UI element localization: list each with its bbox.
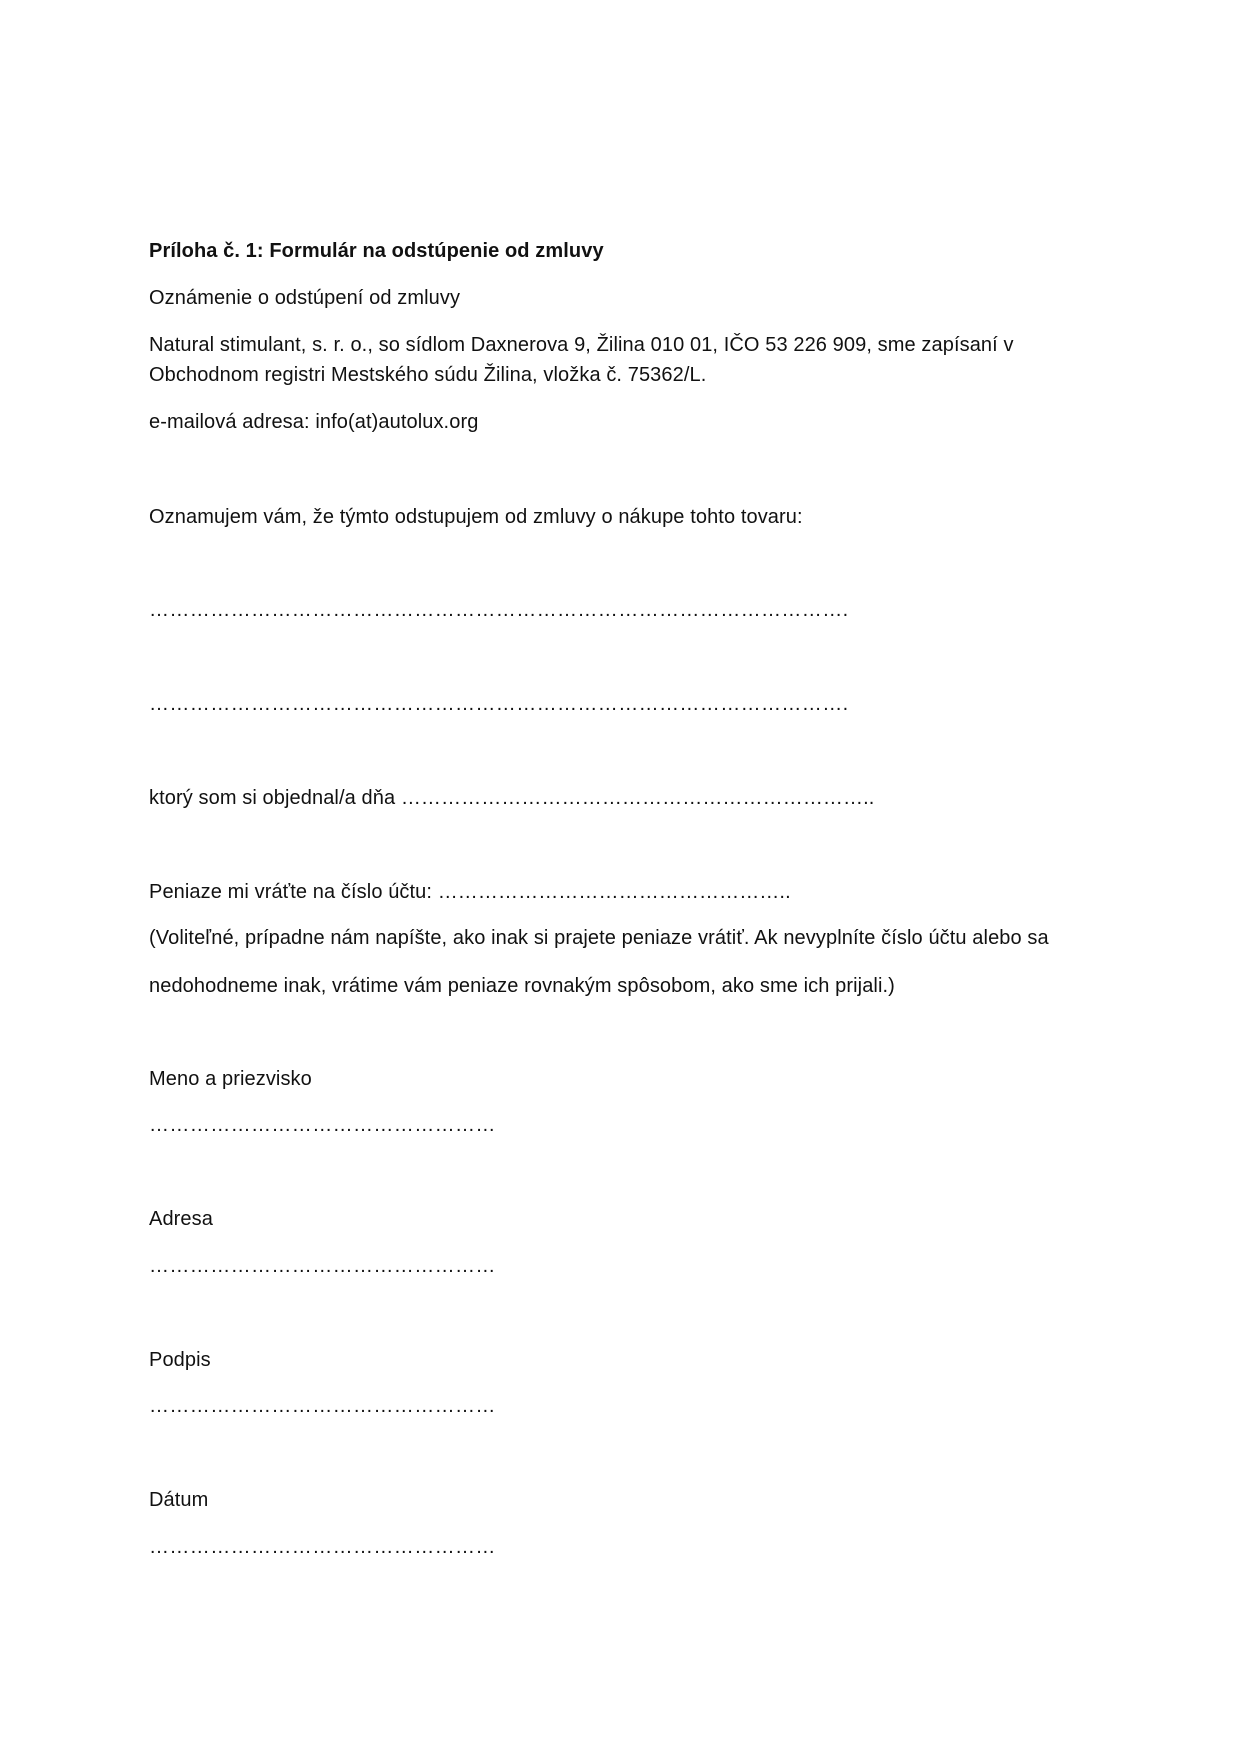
date-blank[interactable]: …………………………………………… bbox=[149, 1536, 496, 1558]
address-label: Adresa bbox=[149, 1208, 213, 1230]
optional-note-line-1: (Voliteľné, prípadne nám napíšte, ako inak si prajete peniaze vrátiť. Ak nevyplníte číslo účtu alebo sa bbox=[149, 927, 1049, 949]
withdrawal-notice: Oznamujem vám, že týmto odstupujem od zmluvy o nákupe tohto tovaru: bbox=[149, 506, 803, 528]
name-blank[interactable]: …………………………………………… bbox=[149, 1114, 496, 1136]
form-title: Príloha č. 1: Formulár na odstúpenie od zmluvy bbox=[149, 240, 604, 262]
name-label: Meno a priezvisko bbox=[149, 1068, 312, 1090]
goods-blank-line-1[interactable]: …………………………………………………………………………………………. bbox=[149, 599, 849, 621]
signature-blank[interactable]: …………………………………………… bbox=[149, 1395, 496, 1417]
email-address-line: e-mailová adresa: info(at)autolux.org bbox=[149, 411, 479, 433]
company-info-line-1: Natural stimulant, s. r. o., so sídlom Daxnerova 9, Žilina 010 01, IČO 53 226 909, sme zapísaní v bbox=[149, 334, 1014, 356]
form-subtitle: Oznámenie o odstúpení od zmluvy bbox=[149, 287, 461, 309]
optional-note-line-2: nedohodneme inak, vrátime vám peniaze rovnakým spôsobom, ako sme ich prijali.) bbox=[149, 975, 895, 997]
signature-label: Podpis bbox=[149, 1349, 211, 1371]
refund-account-line[interactable]: Peniaze mi vráťte na číslo účtu: …………………………………………….. bbox=[149, 881, 791, 903]
order-date-line[interactable]: ktorý som si objednal/a dňa …………………………………………………………….. bbox=[149, 787, 875, 809]
date-label: Dátum bbox=[149, 1489, 209, 1511]
company-info-line-2: Obchodnom registri Mestského súdu Žilina, vložka č. 75362/L. bbox=[149, 364, 707, 386]
address-blank[interactable]: …………………………………………… bbox=[149, 1255, 496, 1277]
goods-blank-line-2[interactable]: …………………………………………………………………………………………. bbox=[149, 693, 849, 715]
